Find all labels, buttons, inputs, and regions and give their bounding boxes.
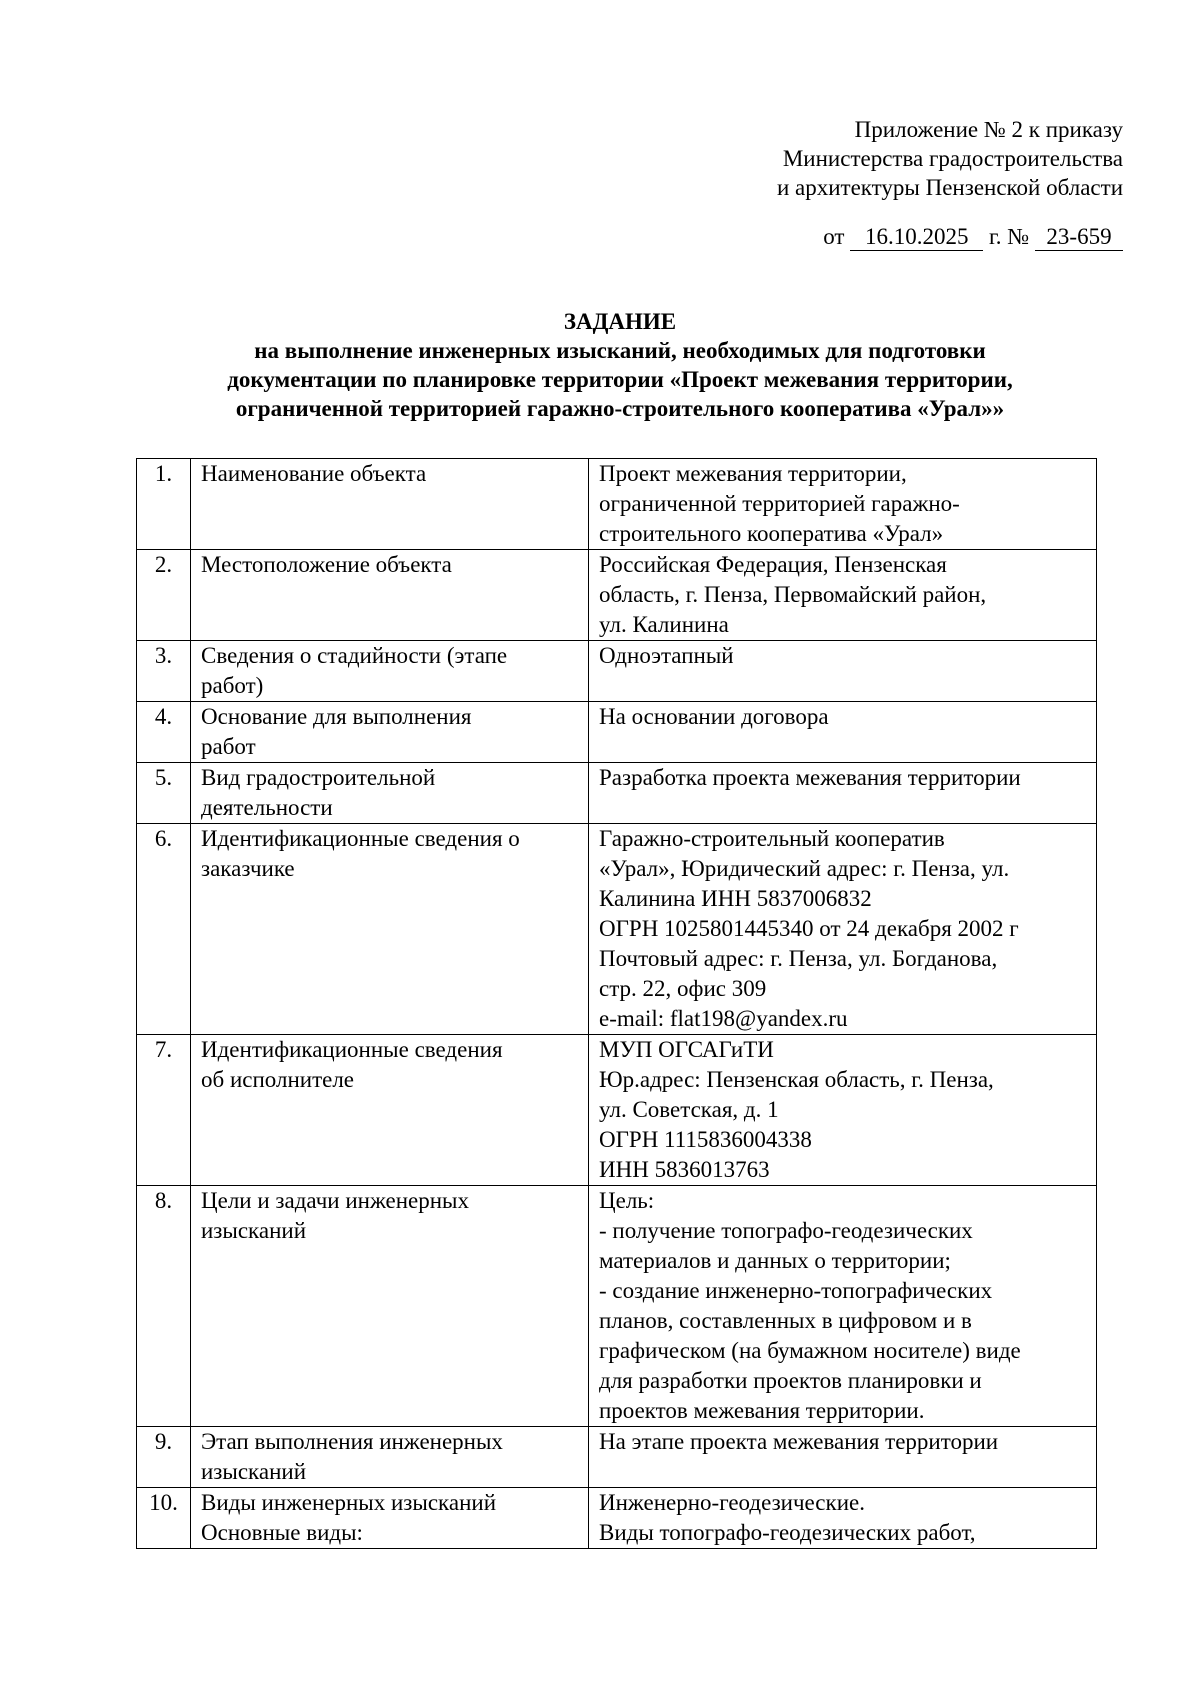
row-number: 6. bbox=[137, 824, 191, 1035]
row-number: 1. bbox=[137, 459, 191, 550]
order-year-suffix: г. bbox=[988, 224, 1002, 249]
row-label-line: Сведения о стадийности (этапе bbox=[201, 643, 508, 668]
row-value-line: - получение топографо-геодезических bbox=[599, 1218, 973, 1243]
order-number-sign: № bbox=[1007, 224, 1030, 249]
row-value-line: Калинина ИНН 5837006832 bbox=[599, 886, 872, 911]
row-value bbox=[589, 1427, 1097, 1488]
row-value-line: Почтовый адрес: г. Пенза, ул. Богданова, bbox=[599, 946, 998, 971]
row-label-line: деятельности bbox=[201, 795, 333, 820]
row-label-line: Идентификационные сведения bbox=[201, 1037, 503, 1062]
row-label bbox=[191, 459, 589, 550]
row-label-line: изысканий bbox=[201, 1459, 307, 1484]
row-label-line: изысканий bbox=[201, 1218, 307, 1243]
row-value-line: ОГРН 1115836004338 bbox=[599, 1127, 812, 1152]
row-value-line: Инженерно-геодезические. bbox=[599, 1490, 865, 1515]
row-value-line: ул. Советская, д. 1 bbox=[599, 1097, 779, 1122]
row-label-line: Идентификационные сведения о bbox=[201, 826, 520, 851]
table-row bbox=[137, 1488, 1097, 1549]
row-value-line: строительного кооператива «Урал» bbox=[599, 521, 944, 546]
order-number: 23-659 bbox=[1035, 224, 1123, 251]
order-date: 16.10.2025 bbox=[850, 224, 983, 251]
row-label bbox=[191, 550, 589, 641]
row-value bbox=[589, 702, 1097, 763]
table-row bbox=[137, 824, 1097, 1035]
row-value-line: ИНН 5836013763 bbox=[599, 1157, 770, 1182]
row-label-line: работ) bbox=[201, 673, 264, 698]
row-value-line: Проект межевания территории, bbox=[599, 461, 907, 486]
order-prefix: от bbox=[823, 224, 845, 249]
row-value bbox=[589, 550, 1097, 641]
row-label-line: работ bbox=[201, 734, 256, 759]
row-label bbox=[191, 1488, 589, 1549]
order-reference bbox=[823, 222, 1123, 252]
row-value-line: Виды топографо-геодезических работ, bbox=[599, 1520, 976, 1545]
row-label bbox=[191, 641, 589, 702]
row-value bbox=[589, 1186, 1097, 1427]
row-value bbox=[589, 763, 1097, 824]
table-row bbox=[137, 550, 1097, 641]
title-line: ограниченной территорией гаражно-строительного кооператива «Урал»» bbox=[235, 396, 1005, 421]
row-value-line: - создание инженерно-топографических bbox=[599, 1278, 993, 1303]
row-label-line: об исполнителе bbox=[201, 1067, 355, 1092]
row-value-line: планов, составленных в цифровом и в bbox=[599, 1308, 972, 1333]
row-label-line: Этап выполнения инженерных bbox=[201, 1429, 503, 1454]
row-number: 7. bbox=[137, 1035, 191, 1186]
row-label bbox=[191, 702, 589, 763]
row-value-line: ОГРН 1025801445340 от 24 декабря 2002 г bbox=[599, 916, 1019, 941]
row-value-line: графическом (на бумажном носителе) виде bbox=[599, 1338, 1021, 1363]
row-label bbox=[191, 824, 589, 1035]
row-value-line: На этапе проекта межевания территории bbox=[599, 1429, 999, 1454]
row-value bbox=[589, 1035, 1097, 1186]
table-row bbox=[137, 1427, 1097, 1488]
appendix-line: Приложение № 2 к приказу bbox=[854, 117, 1123, 142]
row-value-line: проектов межевания территории. bbox=[599, 1398, 925, 1423]
row-value-line: e-mail: flat198@yandex.ru bbox=[599, 1006, 848, 1031]
row-value-line: Цель: bbox=[599, 1188, 655, 1213]
table-row bbox=[137, 459, 1097, 550]
row-value-line: На основании договора bbox=[599, 704, 829, 729]
row-label-line: Основание для выполнения bbox=[201, 704, 472, 729]
row-value-line: Одноэтапный bbox=[599, 643, 734, 668]
appendix-line: и архитектуры Пензенской области bbox=[776, 175, 1123, 200]
table-row bbox=[137, 702, 1097, 763]
row-value-line: Разработка проекта межевания территории bbox=[599, 765, 1021, 790]
row-number: 4. bbox=[137, 702, 191, 763]
title-line: документации по планировке территории «Проект межевания территории, bbox=[227, 367, 1013, 392]
row-label-line: заказчике bbox=[201, 856, 295, 881]
specification-table-body bbox=[137, 459, 1097, 1549]
row-value-line: материалов и данных о территории; bbox=[599, 1248, 951, 1273]
title-line: на выполнение инженерных изысканий, необходимых для подготовки bbox=[254, 338, 986, 363]
row-value-line: Юр.адрес: Пензенская область, г. Пенза, bbox=[599, 1067, 994, 1092]
row-number: 10. bbox=[137, 1488, 191, 1549]
row-value bbox=[589, 459, 1097, 550]
appendix-header bbox=[777, 115, 1123, 202]
row-label-line: Местоположение объекта bbox=[201, 552, 452, 577]
row-value-line: для разработки проектов планировки и bbox=[599, 1368, 982, 1393]
row-label-line: Основные виды: bbox=[201, 1520, 363, 1545]
row-value-line: Российская Федерация, Пензенская bbox=[599, 552, 947, 577]
table-row bbox=[137, 1035, 1097, 1186]
row-label-line: Вид градостроительной bbox=[201, 765, 436, 790]
title-heading: ЗАДАНИЕ bbox=[563, 309, 677, 334]
row-value-line: Гаражно-строительный кооператив bbox=[599, 826, 945, 851]
row-number: 9. bbox=[137, 1427, 191, 1488]
row-value-line: область, г. Пенза, Первомайский район, bbox=[599, 582, 987, 607]
row-label-line: Наименование объекта bbox=[201, 461, 427, 486]
row-value bbox=[589, 641, 1097, 702]
row-value-line: МУП ОГСАГиТИ bbox=[599, 1037, 774, 1062]
table-row bbox=[137, 763, 1097, 824]
row-value bbox=[589, 1488, 1097, 1549]
row-number: 2. bbox=[137, 550, 191, 641]
row-value-line: «Урал», Юридический адрес: г. Пенза, ул. bbox=[599, 856, 1010, 881]
row-label-line: Цели и задачи инженерных bbox=[201, 1188, 470, 1213]
row-value-line: ограниченной территорией гаражно- bbox=[599, 491, 960, 516]
document-title bbox=[140, 307, 1100, 423]
row-number: 3. bbox=[137, 641, 191, 702]
specification-table bbox=[136, 458, 1097, 1549]
row-number: 5. bbox=[137, 763, 191, 824]
appendix-line: Министерства градостроительства bbox=[782, 146, 1123, 171]
table-row bbox=[137, 1186, 1097, 1427]
row-value bbox=[589, 824, 1097, 1035]
row-label bbox=[191, 1186, 589, 1427]
row-label-line: Виды инженерных изысканий bbox=[201, 1490, 497, 1515]
row-number: 8. bbox=[137, 1186, 191, 1427]
table-row bbox=[137, 641, 1097, 702]
row-label bbox=[191, 1427, 589, 1488]
row-label bbox=[191, 763, 589, 824]
row-value-line: ул. Калинина bbox=[599, 612, 729, 637]
row-value-line: стр. 22, офис 309 bbox=[599, 976, 767, 1001]
row-label bbox=[191, 1035, 589, 1186]
